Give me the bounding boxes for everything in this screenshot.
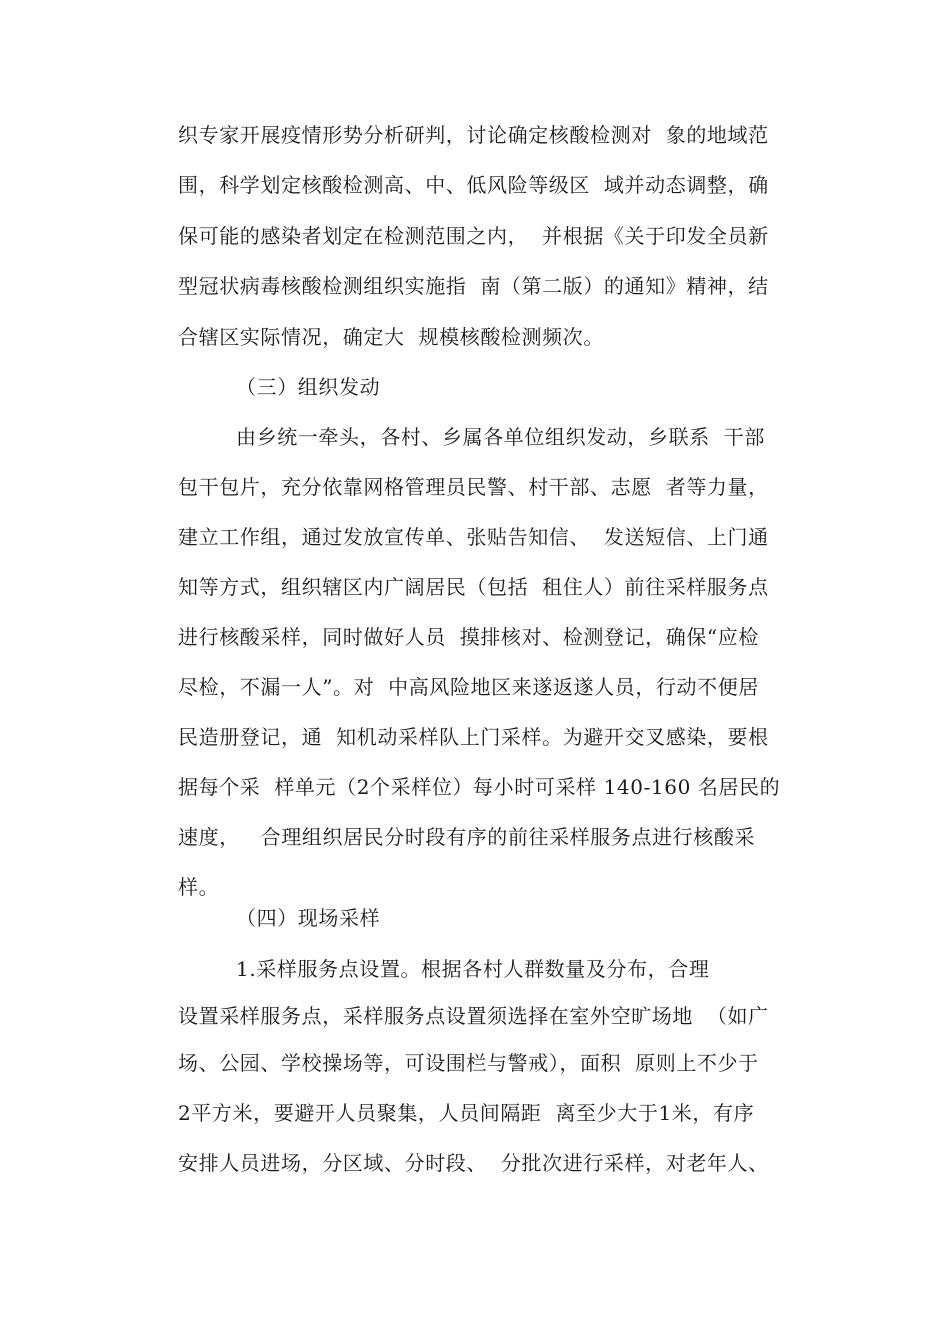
text-line-14: 据每个采 样单元（2个采样位）每小时可采样 140-160 名居民的 [178,775,781,799]
text-line-11: 进行核酸采样，同时做好人员 摸排核对、检测登记，确保“应检 [178,625,759,649]
text-line-19: 设置采样服务点，采样服务点设置须选择在室外空旷场地 （如广 [178,1004,769,1028]
text-line-13: 民造册登记，通 知机动采样队上门采样。为避开交叉感染，要根 [178,725,769,749]
text-line-8: 包干包片，充分依靠网格管理员民警、村干部、志愿 者等力量， [178,475,769,499]
section-heading-4: （四）现场采样 [236,906,381,930]
text-line-16: 样。 [178,875,220,899]
text-line-12: 尽检，不漏一人”。对 中高风险地区来遂返遂人员，行动不便居 [178,675,759,699]
text-line-3: 保可能的感染者划定在检测范围之内， 并根据《关于印发全员新 [178,224,769,248]
text-line-4: 型冠状病毒核酸检测组织实施指 南（第二版）的通知》精神，结 [178,274,769,298]
text-line-5: 合辖区实际情况，确定大 规模核酸检测频次。 [178,325,604,349]
text-line-2: 围，科学划定核酸检测高、中、低风险等级区 域并动态调整，确 [178,173,769,197]
text-line-1: 织专家开展疫情形势分析研判，讨论确定核酸检测对 象的地域范 [178,123,769,147]
text-line-15: 速度， 合理组织居民分时段有序的前往采样服务点进行核酸采 [178,825,756,849]
text-line-20: 场、公园、学校操场等，可设围栏与警戒），面积 原则上不少于 [178,1051,759,1075]
text-line-18: 1.采样服务点设置。根据各村人群数量及分布，合理 [236,957,710,981]
text-line-7: 由乡统一牵头，各村、乡属各单位组织发动，乡联系 干部 [236,425,765,449]
text-line-10: 知等方式，组织辖区内广阔居民（包括 租住人）前往采样服务点 [178,575,769,599]
text-line-9: 建立工作组，通过发放宣传单、张贴告知信、 发送短信、上门通 [178,525,769,549]
text-line-21: 2平方米，要避开人员聚集，人员间隔距 离至少大于1米，有序 [178,1101,755,1125]
section-heading-3: （三）组织发动 [236,375,381,399]
text-line-22: 安排人员进场，分区域、分时段、 分批次进行采样，对老年人、 [178,1151,769,1175]
